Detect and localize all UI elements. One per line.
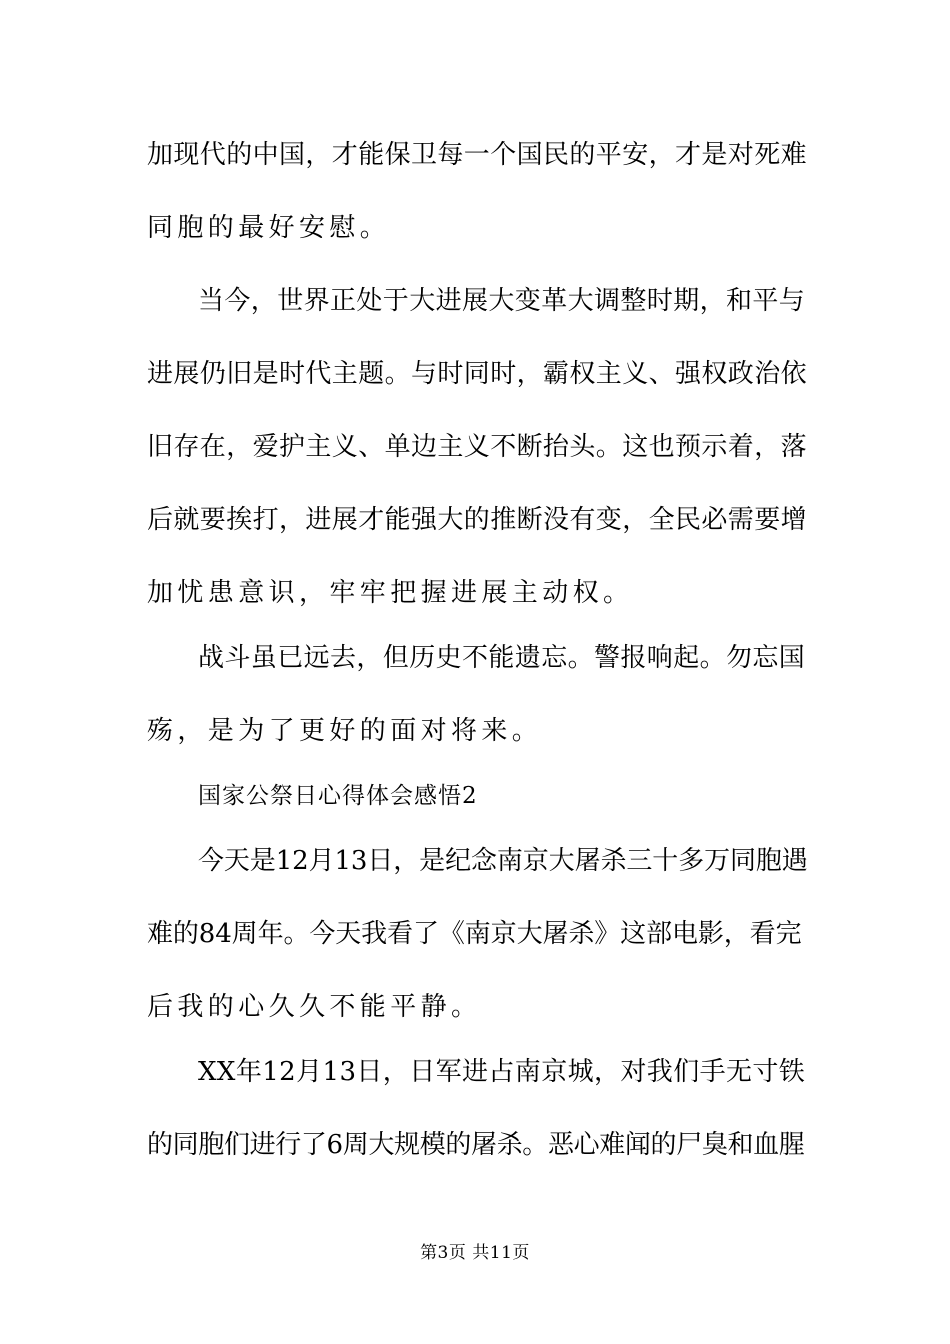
text-line: 后就要挨打，进展才能强大的推断没有变，全民必需要增 — [147, 505, 808, 535]
text-line: 难的84周年。今天我看了《南京大屠杀》这部电影，看完 — [147, 919, 802, 949]
text-line: 进展仍旧是时代主题。与时同时，霸权主义、强权政治依 — [147, 359, 808, 389]
text-line: 同胞的最好安慰。 — [147, 213, 391, 243]
text-line: 旧存在，爱护主义、单边主义不断抬头。这也预示着，落 — [147, 432, 808, 462]
paragraph-first-line: XX年12月13日，日军进占南京城，对我们手无寸铁 — [198, 1057, 806, 1087]
paragraph-first-line: 当今，世界正处于大进展大变革大调整时期，和平与 — [198, 286, 806, 316]
paragraph-first-line: 战斗虽已远去，但历史不能遗忘。警报响起。勿忘国 — [198, 643, 806, 673]
text-line: 加忧患意识，牢牢把握进展主动权。 — [147, 578, 634, 608]
page-number-footer: 第3页 共11页 — [420, 1243, 530, 1263]
text-line: 后我的心久久不能平静。 — [147, 992, 482, 1022]
text-line: 加现代的中国，才能保卫每一个国民的平安，才是对死难 — [147, 140, 808, 170]
section-heading: 国家公祭日心得体会感悟2 — [198, 783, 478, 809]
text-line: 殇，是为了更好的面对将来。 — [147, 716, 543, 746]
paragraph-first-line: 今天是12月13日，是纪念南京大屠杀三十多万同胞遇 — [198, 846, 808, 876]
text-line: 的同胞们进行了6周大规模的屠杀。恶心难闻的尸臭和血腥 — [147, 1130, 805, 1160]
